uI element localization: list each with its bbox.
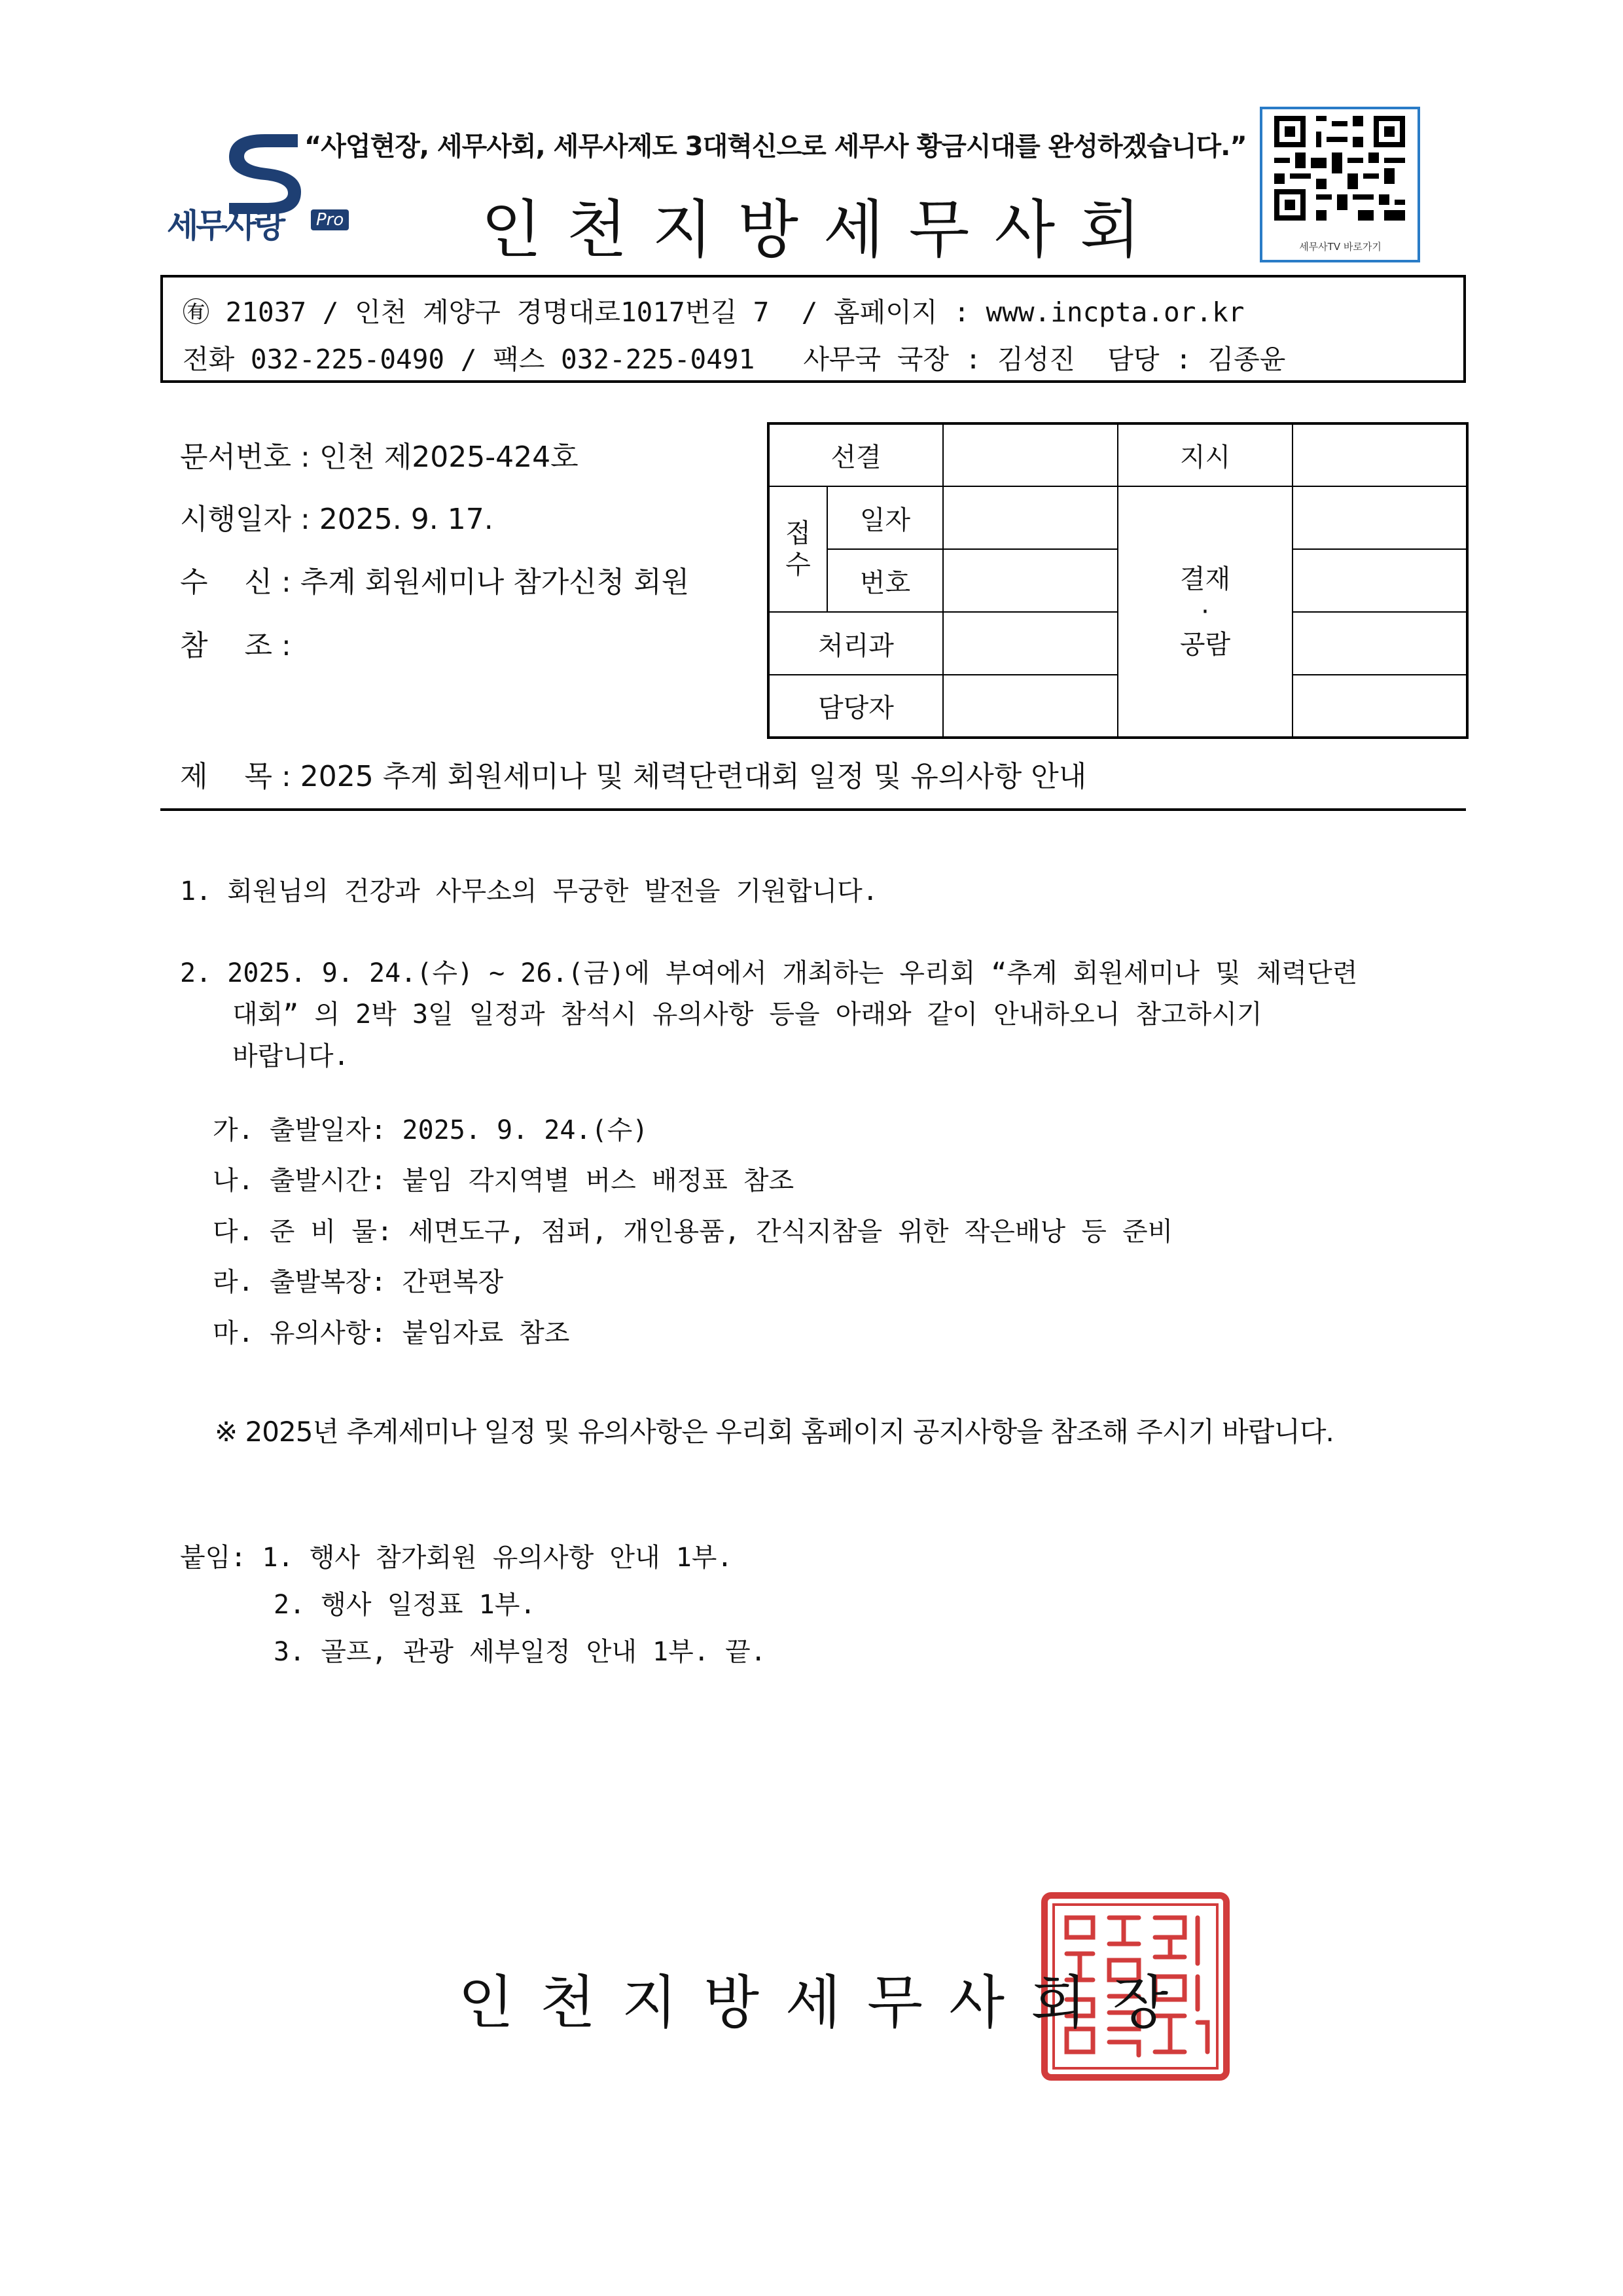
approval-sign-cell (1293, 675, 1467, 738)
issue-date: 시행일자 : 2025. 9. 17. (180, 503, 493, 536)
divider (160, 808, 1466, 811)
paragraph-2-line-2: 대회” 의 2박 3일 일정과 참석시 유의사항 등을 아래와 같이 안내하오니 참고하시기 (232, 999, 1262, 1030)
approval-ilja-value (943, 486, 1118, 549)
list-item-departure-time: 나. 출발시간: 붙임 각지역별 버스 배정표 참조 (213, 1166, 794, 1196)
logo-wordmark: 세무사랑 (167, 207, 283, 245)
approval-ilja-label: 일자 (827, 486, 943, 549)
paragraph-2-line-3: 바랍니다. (232, 1041, 349, 1071)
qr-code-icon (1274, 116, 1405, 221)
list-item-supplies: 다. 준 비 물: 세면도구, 점퍼, 개인용품, 간식지참을 위한 작은배낭 등 준비 (213, 1217, 1173, 1247)
slogan: “사업현장, 세무사회, 세무사제도 3대혁신으로 세무사 황금시대를 완성하겠습니다.” (304, 132, 1247, 162)
approval-gongram-text: 공람 (1179, 629, 1231, 660)
approval-seongyeol-value (943, 423, 1118, 486)
approval-jeopsu-char1: 접 (785, 518, 811, 548)
approval-jisi-value (1293, 423, 1467, 486)
contact-box (160, 275, 1466, 383)
approval-cheorigwa-value (943, 612, 1118, 675)
list-item-notes: 마. 유의사항: 붙임자료 참조 (213, 1318, 570, 1348)
approval-beonho-label: 번호 (827, 549, 943, 612)
approval-gyeoljae-text: 결재 (1179, 564, 1231, 594)
paragraph-2-line-1: 2. 2025. 9. 24.(수) ~ 26.(금)에 부여에서 개최하는 우리회 “추계 회원세미나 및 체력단련 (180, 958, 1358, 988)
approval-cheorigwa-label: 처리과 (768, 612, 943, 675)
recipient: 수 신 : 추계 회원세미나 참가신청 회원 (180, 565, 690, 599)
attachment-3: 3. 골프, 관광 세부일정 안내 1부. 끝. (274, 1637, 766, 1667)
reference: 참 조 : (180, 629, 291, 662)
contact-line-address: ㊒ 21037 / 인천 계양구 경명대로1017번길 7 / 홈페이지 : www.incpta.or.kr (183, 296, 1245, 328)
approval-jeopsu-label (768, 486, 827, 612)
logo-badge: Pro (311, 209, 349, 230)
approval-gyeoljae-label (1118, 486, 1293, 738)
homepage-note: ※ 2025년 추계세미나 일정 및 유의사항은 우리회 홈페이지 공지사항을 참조해 주시기 바랍니다. (215, 1416, 1334, 1448)
approval-table (767, 422, 1466, 736)
approval-seongyeol-label: 선결 (768, 423, 943, 486)
approval-beonho-value (943, 549, 1118, 612)
paragraph-1: 1. 회원님의 건강과 사무소의 무궁한 발전을 기원합니다. (180, 876, 878, 906)
approval-jeopsu-char2: 수 (785, 550, 811, 580)
list-item-departure-date: 가. 출발일자: 2025. 9. 24.(수) (213, 1115, 649, 1145)
approval-dot: · (1201, 596, 1209, 627)
contact-line-phone: 전화 032-225-0490 / 팩스 032-225-0491 사무국 국장 : 김성진 담당 : 김종윤 (183, 344, 1286, 375)
approval-sign-cell (1293, 486, 1467, 549)
approval-damdangja-value (943, 675, 1118, 738)
list-item-dress-code: 라. 출발복장: 간편복장 (213, 1267, 504, 1297)
qr-caption: 세무사TV 바로가기 (1299, 241, 1382, 253)
organization-title: 인천지방세무사회 (481, 193, 1166, 266)
approval-damdangja-label: 담당자 (768, 675, 943, 738)
subject-line: 제 목 : 2025 추계 회원세미나 및 체력단련대회 일정 및 유의사항 안내 (180, 760, 1087, 793)
document-number: 문서번호 : 인천 제2025-424호 (180, 440, 579, 474)
attachment-2: 2. 행사 일정표 1부. (274, 1590, 536, 1620)
attachment-1: 붙임: 1. 행사 참가회원 유의사항 안내 1부. (180, 1543, 733, 1573)
approval-jisi-label: 지시 (1118, 423, 1293, 486)
signatory: 인천지방세무사회장 (458, 1969, 1195, 2036)
approval-sign-cell (1293, 549, 1467, 612)
approval-sign-cell (1293, 612, 1467, 675)
